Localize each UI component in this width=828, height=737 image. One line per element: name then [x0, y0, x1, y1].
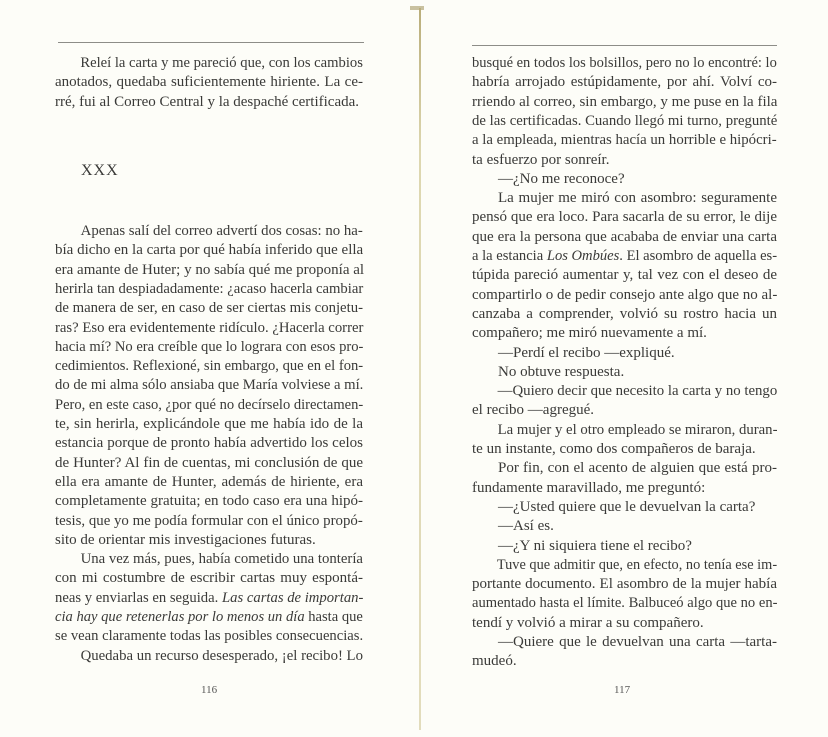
- text-segment: La mujer y el otro empleado se miraron, duran-: [497, 421, 778, 438]
- text-line: [472, 54, 777, 72]
- text-line: [472, 93, 777, 111]
- text-segment: fundamente maravillado, me preguntó:: [472, 479, 706, 496]
- text-line: [472, 537, 777, 555]
- text-segment: con mi costumbre de escribir cartas muy espontá-: [55, 570, 363, 587]
- text-segment: portante documento. El asombro de la mujer había: [472, 576, 777, 593]
- text-line: [55, 299, 363, 317]
- text-line: [472, 498, 777, 516]
- text-segment: rriendo al correo, sin embargo, y me puse en la fila: [472, 93, 778, 110]
- text-segment: ella era amante de Hunter, además de hiriente, era: [55, 473, 363, 490]
- chapter-heading: XXX: [81, 162, 119, 179]
- text-line: [55, 492, 363, 510]
- text-line: [55, 338, 363, 356]
- page-number: 117: [614, 684, 631, 696]
- text-segment: No obtuve respuesta.: [498, 363, 625, 380]
- text-line: [55, 454, 363, 472]
- text-segment: hasta que: [304, 609, 363, 625]
- text-line: [472, 344, 777, 362]
- text-segment: anotados, quedaba suficientemente hiriente. La ce-: [55, 74, 363, 91]
- text-line: [472, 382, 803, 400]
- text-line: [55, 473, 363, 491]
- text-line: [472, 266, 777, 284]
- text-line: [472, 247, 777, 265]
- text-segment: el recibo —agregué.: [472, 402, 595, 419]
- text-line: [55, 54, 388, 72]
- page-number: 116: [201, 684, 218, 696]
- text-segment: túpida pareció aumentar y, tal vez con el deseo de: [472, 267, 777, 284]
- text-line: [55, 569, 363, 587]
- text-segment: —¿Usted quiere que le devuelvan la carta?: [498, 498, 756, 515]
- text-line: [55, 319, 363, 337]
- italic-text: cia hay que retenerlas por lo menos un día: [55, 609, 305, 625]
- text-line: [472, 286, 777, 304]
- text-segment: Apenas salí del correo advertí dos cosas: no ha-: [80, 223, 363, 239]
- text-line: [55, 415, 363, 433]
- text-line: [55, 531, 363, 549]
- text-line: [472, 324, 777, 342]
- text-line: [55, 357, 363, 375]
- text-line: [472, 73, 777, 91]
- text-segment: Una vez más, pues, había cometido una tontería: [80, 551, 363, 568]
- italic-text: Las cartas de importan-: [221, 589, 364, 606]
- text-segment: ta esfuerzo por sonreír.: [472, 151, 610, 168]
- text-segment: Releí la carta y me pareció que, con los cambios: [80, 55, 363, 71]
- text-line: [472, 517, 777, 535]
- text-segment: pensó que era loco. Para sacarla de su error, le dije: [472, 209, 777, 226]
- text-line: [472, 633, 777, 651]
- text-segment: neas y enviarlas en seguida.: [55, 589, 222, 606]
- text-segment: habría arrojado estúpidamente, por ahí. Volví co-: [472, 74, 777, 91]
- text-line: [55, 589, 363, 607]
- text-segment: compañero; me miró nuevamente a mí.: [472, 325, 707, 342]
- text-line: [472, 479, 777, 497]
- text-segment: de las certificadas. Cuando llegó mi turno, pregunté: [472, 112, 778, 129]
- text-segment: mudeó.: [472, 653, 517, 670]
- text-line: [55, 280, 363, 298]
- text-line: [472, 594, 777, 612]
- text-segment: completamente gratuita; en todo caso era una hipó-: [55, 493, 363, 510]
- text-line: [472, 440, 777, 458]
- text-line: [55, 512, 363, 530]
- text-segment: herirla tan despiadadamente: ¿acaso hacerla cambiar: [55, 280, 364, 297]
- text-segment: busqué en todos los bolsillos, pero no lo encontré: lo: [472, 55, 777, 71]
- text-line: [472, 614, 777, 632]
- text-line: [55, 261, 363, 279]
- text-segment: se vean claramente todas las posibles consecuencias.: [55, 628, 364, 645]
- text-line: [55, 434, 363, 452]
- header-rule-left: [58, 42, 364, 43]
- text-segment: tendí y volvió a mirar a su compañero.: [472, 614, 704, 631]
- text-segment: era amante de Huter; y no sabía qué me proponía al: [55, 261, 365, 278]
- text-segment: de Hunter? Al fin de cuentas, mi conclusión de que: [55, 454, 363, 471]
- text-segment: te un instante, como dos compañeros de baraja.: [472, 441, 756, 457]
- text-line: [472, 401, 777, 419]
- text-line: [472, 363, 777, 381]
- text-segment: rré, fui al Correo Central y la despaché certificada.: [55, 93, 360, 110]
- book-gutter: [419, 8, 421, 730]
- text-segment: ras? Eso era evidentemente ridículo. ¿Hacerla correr: [55, 319, 364, 336]
- text-segment: Tuve que admitir que, en efecto, no tenía ese im-: [496, 556, 778, 573]
- text-segment: . El asombro de aquella es-: [619, 248, 778, 264]
- text-segment: estancia porque de pronto había advertido los celos: [55, 435, 363, 452]
- text-segment: do de mi alma sólo ansiaba que María volviese a mí.: [55, 377, 364, 394]
- text-segment: de manera de ser, en caso de ser ciertas mis conjetu-: [55, 300, 364, 317]
- text-segment: tesis, que yo me podía formular con el único propó-: [55, 512, 363, 529]
- text-segment: Pero, en este caso, ¿por qué no decírselo directamen-: [55, 396, 364, 413]
- text-line: [472, 131, 777, 149]
- text-line: [472, 556, 802, 574]
- text-segment: bía dicho en la carta por qué había inferido que ella: [55, 242, 364, 259]
- text-segment: a la estancia: [472, 248, 547, 264]
- text-line: [472, 305, 777, 323]
- text-segment: sito de orientar mis investigaciones futuras.: [55, 531, 316, 548]
- header-rule-right: [472, 45, 777, 46]
- text-line: [55, 396, 363, 414]
- text-segment: cedimientos. Reflexioné, sin embargo, que en el fon-: [55, 358, 364, 375]
- text-line: [472, 170, 777, 188]
- text-line: [472, 575, 777, 593]
- text-segment: Por fin, con el acento de alguien que está pro-: [498, 460, 777, 477]
- text-line: [55, 222, 389, 240]
- text-line: [55, 647, 389, 665]
- text-segment: —Quiere que le devuelvan una carta —tarta-: [498, 634, 777, 650]
- text-line: [55, 241, 363, 259]
- text-segment: —Así es.: [498, 518, 554, 535]
- text-segment: te, sin herirla, explicándole que me había ido de la: [55, 416, 363, 432]
- text-segment: hacia mí? No era creíble que lo lograra con esos pro-: [55, 338, 364, 355]
- text-segment: La mujer me miró con asombro: seguramente: [498, 190, 777, 207]
- text-segment: compartirlo o de pedir consejo ante algo que no al-: [472, 286, 778, 303]
- text-line: [55, 608, 363, 626]
- text-line: [472, 189, 777, 207]
- text-line: [472, 208, 777, 226]
- text-segment: canzaba a comprender, volvió su rostro hacia un: [472, 305, 777, 322]
- text-line: [472, 459, 777, 477]
- text-line: [55, 550, 389, 568]
- italic-text: Los Ombúes: [546, 248, 620, 264]
- text-line: [472, 652, 777, 670]
- text-segment: —¿No me reconoce?: [498, 170, 625, 187]
- text-segment: aumentado hasta el límite. Balbuceó algo que no en-: [472, 595, 778, 612]
- text-line: [55, 73, 363, 91]
- text-line: [55, 376, 363, 394]
- text-line: [472, 421, 803, 439]
- text-segment: —¿Y ni siquiera tiene el recibo?: [498, 537, 692, 554]
- text-line: [55, 93, 363, 111]
- text-segment: Quedaba un recurso desesperado, ¡el recibo! Lo: [80, 647, 363, 664]
- text-line: [472, 151, 777, 169]
- text-segment: —Quiero decir que necesito la carta y no tengo: [497, 383, 778, 400]
- text-segment: —Perdí el recibo —expliqué.: [498, 344, 675, 361]
- text-line: [472, 112, 777, 130]
- text-segment: que era la persona que acababa de enviar una carta: [472, 228, 777, 245]
- text-segment: a la empleada, mientras hacía un horrible e hipócri-: [472, 132, 777, 149]
- book-spine-shadow: [410, 6, 424, 10]
- text-line: [472, 228, 777, 246]
- text-line: [55, 627, 363, 645]
